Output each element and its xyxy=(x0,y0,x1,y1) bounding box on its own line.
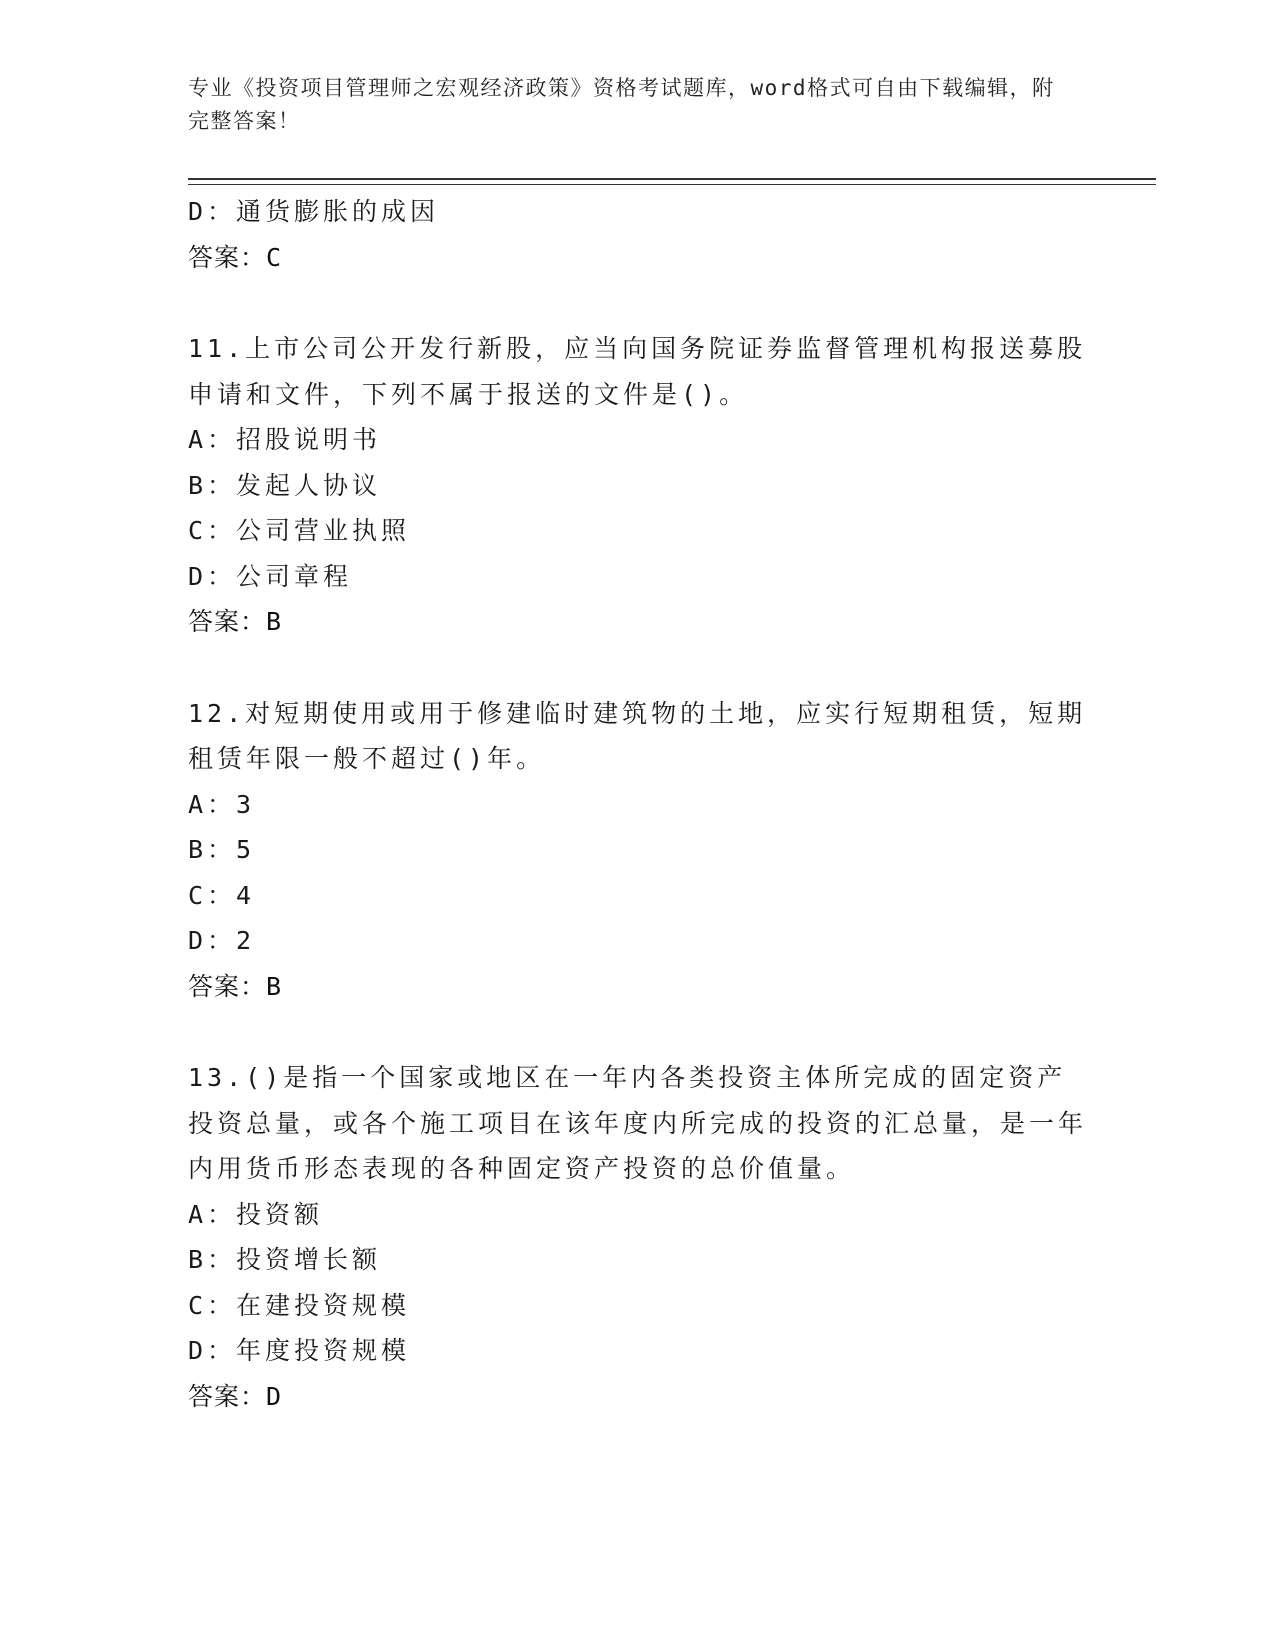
spacer xyxy=(188,280,1088,326)
question-text: 11.上市公司公开发行新股，应当向国务院证券监督管理机构报送募股申请和文件，下列不属于报送的文件是()。 xyxy=(188,334,1087,409)
option-c: C：4 xyxy=(188,880,256,910)
answer-value: B xyxy=(266,607,283,636)
option-c: C：公司营业执照 xyxy=(188,516,411,545)
question-13 xyxy=(188,1055,1088,1419)
answer-line xyxy=(188,235,1088,281)
answer-label: 答案： xyxy=(188,1381,267,1411)
option-a: A：3 xyxy=(188,789,256,819)
option-b: B：投资增长额 xyxy=(188,1245,382,1274)
answer-line xyxy=(188,1374,1088,1420)
header-rule-thick xyxy=(188,178,1156,180)
document-intro: 专业《投资项目管理师之宏观经济政策》资格考试题库，word格式可自由下载编辑，附完整答案！ xyxy=(188,76,1055,133)
option-a: A：投资额 xyxy=(188,1199,324,1229)
answer-value: B xyxy=(266,971,283,1001)
spacer xyxy=(188,1009,1088,1055)
answer-label: 答案： xyxy=(188,242,267,272)
option-a: A：招股说明书 xyxy=(188,425,382,454)
question-text: 13.()是指一个国家或地区在一年内各类投资主体所完成的固定资产投资总量，或各个施工项目在该年度内所完成的投资的汇总量，是一年内用货币形态表现的各种固定资产投资的总价值量。 xyxy=(188,1063,1088,1183)
answer-label: 答案： xyxy=(188,971,267,1001)
option-b: B：5 xyxy=(188,835,256,864)
option-d: D：通货膨胀的成因 xyxy=(188,197,440,226)
spacer xyxy=(188,645,1088,691)
question-text: 12.对短期使用或用于修建临时建筑物的土地，应实行短期租赁，短期租赁年限一般不超过()年。 xyxy=(188,698,1087,773)
question-11 xyxy=(188,326,1088,645)
option-b: B：发起人协议 xyxy=(188,470,382,500)
option-c: C：在建投资规模 xyxy=(188,1290,411,1320)
answer-line xyxy=(188,964,1088,1010)
option-d: D：公司章程 xyxy=(188,561,353,591)
document-body xyxy=(188,189,1088,1419)
answer-value: D xyxy=(266,1381,283,1411)
header-rule-thin xyxy=(188,184,1156,185)
answer-value: C xyxy=(266,242,283,272)
option-d: D：2 xyxy=(188,926,256,955)
answer-line xyxy=(188,599,1088,645)
question-12 xyxy=(188,691,1088,1010)
answer-label: 答案： xyxy=(188,607,267,636)
option-d: D：年度投资规模 xyxy=(188,1336,411,1365)
